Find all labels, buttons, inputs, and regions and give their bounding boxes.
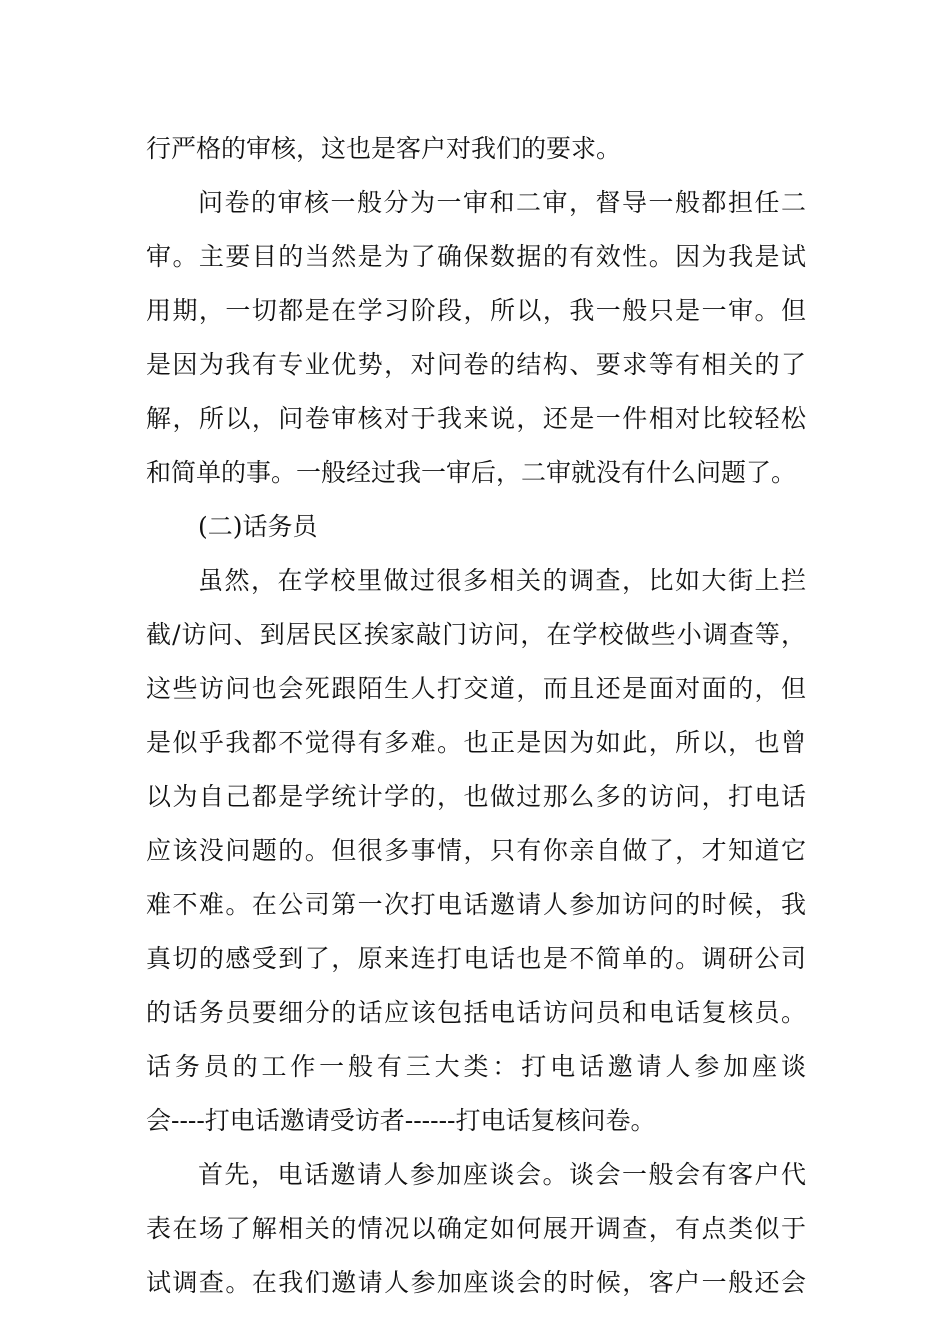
text-line: 这些访问也会死跟陌生人打交道，而且还是面对面的，但	[146, 674, 806, 703]
text-line: 试调查。在我们邀请人参加座谈会的时候，客户一般还会	[146, 1268, 806, 1297]
text-line: 和简单的事。一般经过我一审后，二审就没有什么问题了。	[146, 458, 797, 487]
text-line: 应该没问题的。但很多事情，只有你亲自做了，才知道它	[146, 836, 806, 865]
text-line: 的话务员要细分的话应该包括电话访问员和电话复核员。	[146, 998, 806, 1027]
text-line: 是因为我有专业优势，对问卷的结构、要求等有相关的了	[146, 350, 806, 379]
text-line: 首先，电话邀请人参加座谈会。谈会一般会有客户代	[198, 1160, 806, 1189]
section-heading: (二)话务员	[198, 512, 318, 541]
text-line: 行严格的审核，这也是客户对我们的要求。	[146, 134, 622, 163]
text-line: 用期，一切都是在学习阶段，所以，我一般只是一审。但	[146, 296, 806, 325]
text-line: 表在场了解相关的情况以确定如何展开调查，有点类似于	[146, 1214, 806, 1243]
text-line: 以为自己都是学统计学的，也做过那么多的访问，打电话	[146, 782, 806, 811]
text-line: 虽然，在学校里做过很多相关的调查，比如大街上拦	[198, 566, 806, 595]
text-line: 截/访问、到居民区挨家敲门访问，在学校做些小调查等，	[146, 620, 806, 649]
text-line: 话务员的工作一般有三大类：打电话邀请人参加座谈	[146, 1052, 806, 1081]
text-line: 真切的感受到了，原来连打电话也是不简单的。调研公司	[146, 944, 806, 973]
text-line: 审。主要目的当然是为了确保数据的有效性。因为我是试	[146, 242, 806, 271]
text-line: 问卷的审核一般分为一审和二审，督导一般都担任二	[198, 188, 806, 217]
text-line: 是似乎我都不觉得有多难。也正是因为如此，所以，也曾	[146, 728, 806, 757]
text-line: 难不难。在公司第一次打电话邀请人参加访问的时候，我	[146, 890, 806, 919]
text-line: 解，所以，问卷审核对于我来说，还是一件相对比较轻松	[146, 404, 806, 433]
text-line: 会----打电话邀请受访者------打电话复核问卷。	[146, 1106, 656, 1135]
document-body	[146, 122, 806, 1310]
